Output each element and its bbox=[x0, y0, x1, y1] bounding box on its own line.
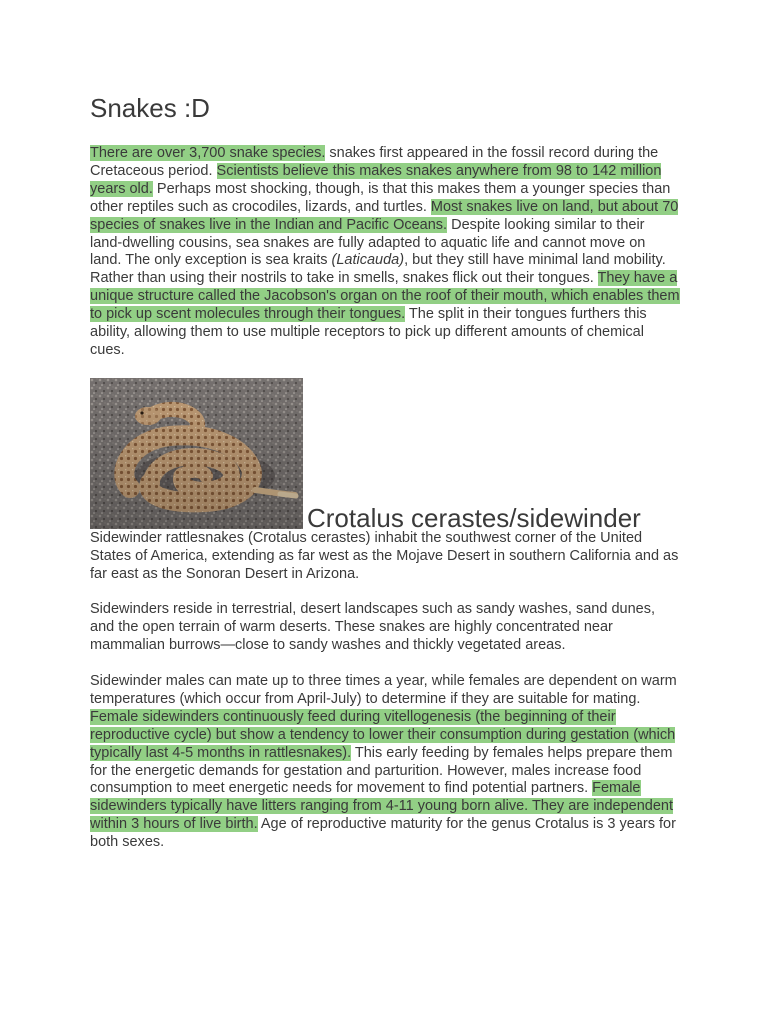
body-text: The split in their tongues furthers this ability, allowing them to use multiple receptors to pick up different amounts of chemical cues. bbox=[90, 306, 647, 358]
highlighted-text: There are over 3,700 snake species. bbox=[90, 145, 326, 161]
body-text: Despite looking similar to their land-dwelling cousins, sea snakes are fully adapted to aquatic life and cannot move on land. The only exception is sea kraits bbox=[90, 216, 646, 269]
intro-paragraph bbox=[90, 145, 680, 360]
italic-text: (Laticauda) bbox=[331, 252, 405, 269]
habitat-paragraph: Sidewinder rattlesnakes (Crotalus cerastes) inhabit the southwest corner of the United States of America, extending as far west as the Mojave Desert in southern California and as far east as the Sonoran Desert in Arizona. bbox=[90, 529, 679, 582]
document-page bbox=[90, 92, 680, 852]
paragraph-spacer bbox=[90, 360, 680, 378]
terrain-paragraph: Sidewinders reside in terrestrial, desert landscapes such as sandy washes, sand dunes, and the open terrain of warm deserts. These snakes are highly concentrated near mammalian burrows—close to sandy washes and thickly vegetated areas. bbox=[90, 601, 655, 654]
body-text: Age of reproductive maturity for the genus Crotalus is 3 years for both sexes. bbox=[90, 816, 676, 851]
figure-row bbox=[90, 378, 680, 533]
highlighted-text: Most snakes live on land, but about 70 species of snakes live in the Indian and Pacific Oceans. bbox=[90, 198, 679, 233]
paragraph-spacer bbox=[90, 583, 680, 601]
highlighted-text: Female sidewinders continuously feed during vitellogenesis (the beginning of their reproductive cycle) but show a tendency to lower their consumption during gestation (which typically last 4-5 months in rattlesnakes). bbox=[90, 708, 676, 761]
highlighted-text: Scientists believe this makes snakes anywhere from 98 to 142 million years old. bbox=[90, 162, 662, 197]
body-text: Sidewinder males can mate up to three times a year, while females are dependent on warm temperatures (which occur from April-July) to determine if they are suitable for mating. bbox=[90, 672, 677, 707]
page-title: Snakes :D bbox=[90, 93, 210, 123]
highlighted-text: They have a unique structure called the Jacobson's organ on the roof of their mouth, which enables them to pick up scent molecules through their tongues. bbox=[90, 270, 680, 323]
highlighted-text: Female sidewinders typically have litters ranging from 4-11 young born alive. They are independent within 3 hours of live birth. bbox=[90, 780, 674, 833]
body-text: Perhaps most shocking, though, is that this makes them a younger species than other reptiles such as crocodiles, lizards, and turtles. bbox=[90, 180, 671, 215]
reproduction-paragraph bbox=[90, 673, 680, 852]
section-title: Crotalus cerastes/sidewinder bbox=[307, 502, 641, 533]
body-text: This early feeding by females helps prepare them for the energetic demands for gestation and parturition. However, males increase food consumption to meet energetic needs for movement to find potential partners. bbox=[90, 744, 673, 797]
body-text: snakes first appeared in the fossil record during the Cretaceous period. bbox=[90, 145, 659, 179]
body-text: , but they still have minimal land mobility. Rather than using their nostrils to take in smells, snakes flick out their tongues. bbox=[90, 252, 666, 287]
paragraph-spacer bbox=[90, 655, 680, 673]
sidewinder-photo bbox=[90, 378, 303, 529]
